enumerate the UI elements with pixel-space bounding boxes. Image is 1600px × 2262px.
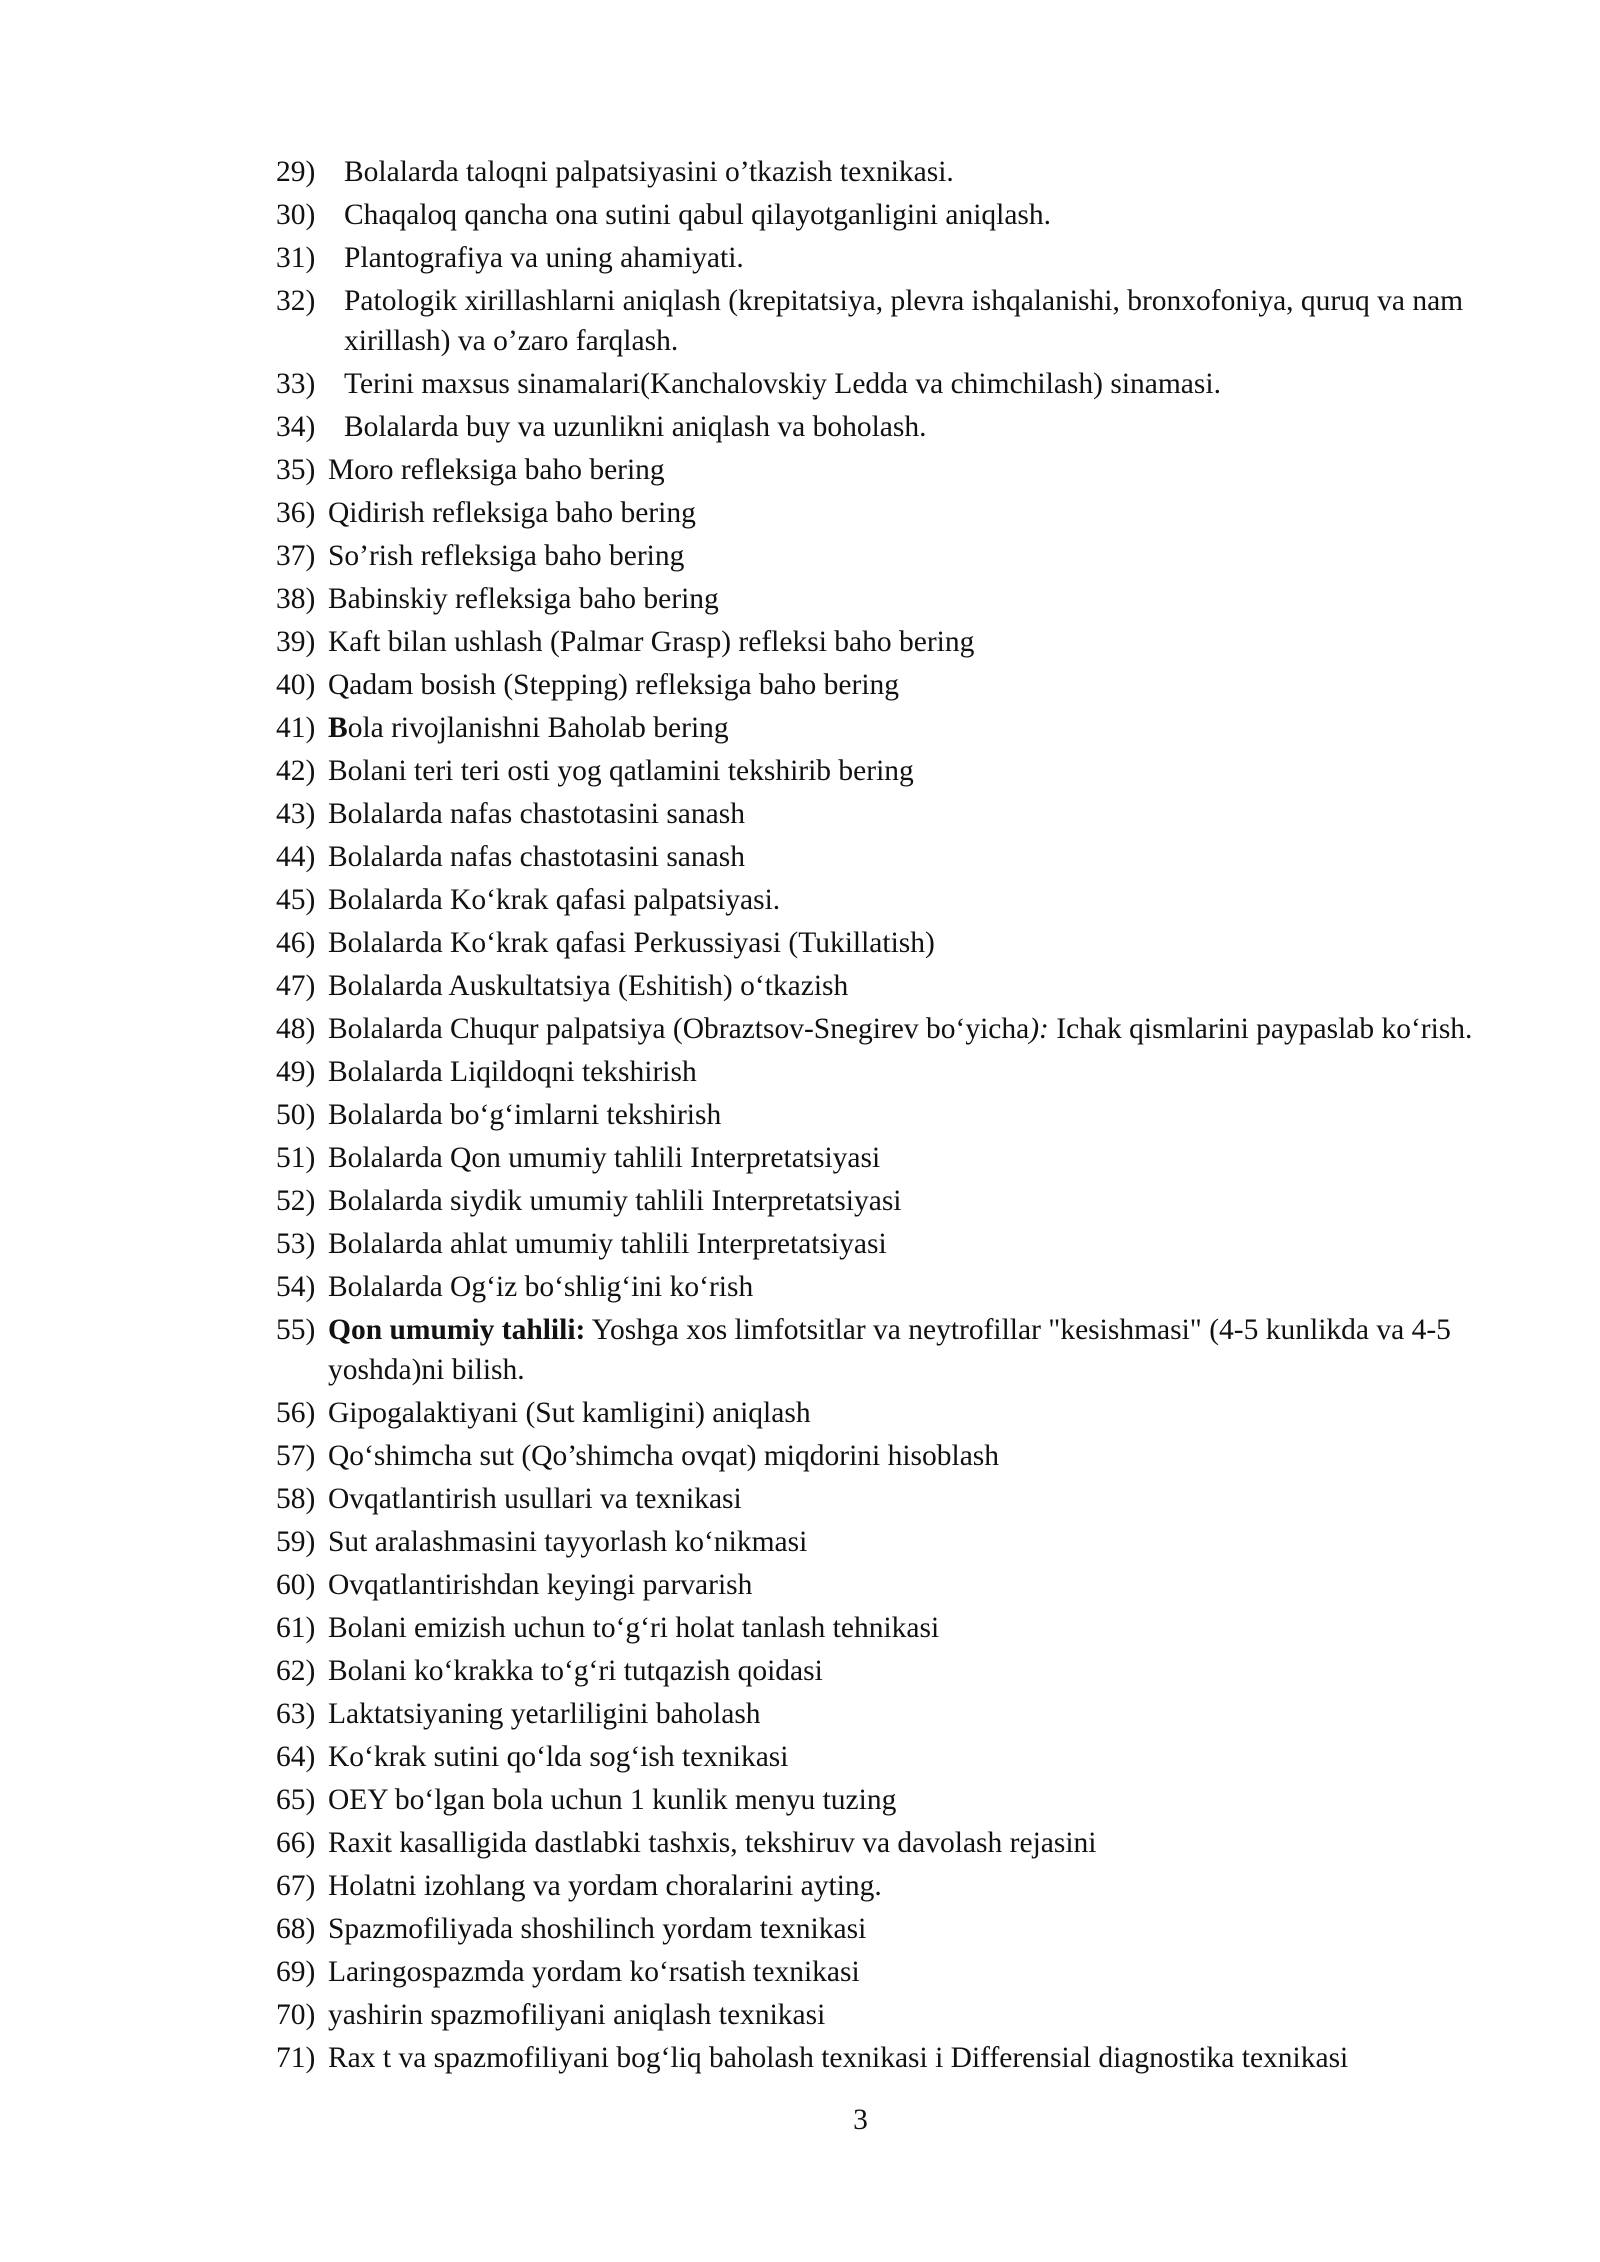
item-number: 41) xyxy=(276,712,316,744)
list-item xyxy=(276,1009,1491,1049)
item-number: 65) xyxy=(276,1784,316,1816)
item-number: 49) xyxy=(276,1056,316,1088)
item-number: 54) xyxy=(276,1271,316,1303)
item-number: 47) xyxy=(276,970,316,1002)
item-number: 39) xyxy=(276,626,316,658)
list-item xyxy=(276,837,1491,877)
item-number: 46) xyxy=(276,927,316,959)
list-item xyxy=(276,1909,1491,1949)
item-number: 55) xyxy=(276,1314,316,1346)
list-item xyxy=(276,794,1491,834)
item-text: Bolalarda bo‘g‘imlarni tekshirish xyxy=(328,1099,722,1131)
item-text: Laringospazmda yordam ko‘rsatish texnikasi xyxy=(328,1956,860,1988)
item-text: Raxit kasalligida dastlabki tashxis, tekshiruv va davolash rejasini xyxy=(328,1827,1097,1859)
item-number: 52) xyxy=(276,1185,316,1217)
item-text: Bolani emizish uchun to‘g‘ri holat tanlash tehnikasi xyxy=(328,1612,940,1644)
list-item xyxy=(276,1224,1491,1264)
item-text: ola rivojlanishni Baholab bering xyxy=(347,712,729,744)
list-item xyxy=(276,195,1491,235)
item-number: 60) xyxy=(276,1569,316,1601)
item-number: 45) xyxy=(276,884,316,916)
item-number: 40) xyxy=(276,669,316,701)
item-number: 37) xyxy=(276,540,316,572)
item-number: 30) xyxy=(276,199,316,231)
item-text: Qadam bosish (Stepping) refleksiga baho bering xyxy=(328,669,900,701)
item-number: 48) xyxy=(276,1013,316,1045)
item-number: 51) xyxy=(276,1142,316,1174)
list-item xyxy=(276,1052,1491,1092)
item-text: Ovqatlantirishdan keyingi parvarish xyxy=(328,1569,753,1601)
item-number: 44) xyxy=(276,841,316,873)
list-item xyxy=(276,450,1491,490)
numbered-list xyxy=(276,152,1491,2081)
list-item xyxy=(276,364,1491,404)
item-text: OEY bo‘lgan bola uchun 1 kunlik menyu tuzing xyxy=(328,1784,897,1816)
item-number: 56) xyxy=(276,1397,316,1429)
list-item xyxy=(276,1095,1491,1135)
item-text: Plantografiya va uning ahamiyati. xyxy=(344,242,744,274)
list-item xyxy=(276,1952,1491,1992)
list-item xyxy=(276,1181,1491,1221)
list-item xyxy=(276,1651,1491,1691)
item-text: Bolalarda Og‘iz bo‘shlig‘ini ko‘rish xyxy=(328,1271,754,1303)
item-text: Chaqaloq qancha ona sutini qabul qilayotganligini aniqlash. xyxy=(344,199,1052,231)
list-item xyxy=(276,622,1491,662)
item-text: Bolalarda Ko‘krak qafasi Perkussiyasi (Tukillatish) xyxy=(328,927,935,959)
item-number: 59) xyxy=(276,1526,316,1558)
item-number: 69) xyxy=(276,1956,316,1988)
item-number: 33) xyxy=(276,368,316,400)
item-number: 63) xyxy=(276,1698,316,1730)
item-text: Bolalarda nafas chastotasini sanash xyxy=(328,798,745,830)
list-item xyxy=(276,1737,1491,1777)
item-text: Babinskiy refleksiga baho bering xyxy=(328,583,719,615)
page-number: 3 xyxy=(853,2104,868,2136)
item-text: yashirin spazmofiliyani aniqlash texnikasi xyxy=(328,1999,826,2031)
item-number: 66) xyxy=(276,1827,316,1859)
list-item xyxy=(276,1608,1491,1648)
item-text: Bolalarda Ko‘krak qafasi palpatsiyasi. xyxy=(328,884,781,916)
item-number: 71) xyxy=(276,2042,316,2074)
item-number: 57) xyxy=(276,1440,316,1472)
item-number: 42) xyxy=(276,755,316,787)
list-item xyxy=(276,1310,1491,1390)
list-item xyxy=(276,281,1491,361)
item-text: Laktatsiyaning yetarliligini baholash xyxy=(328,1698,761,1730)
list-item xyxy=(276,152,1491,192)
item-text: Holatni izohlang va yordam choralarini ayting. xyxy=(328,1870,882,1902)
item-number: 32) xyxy=(276,285,316,317)
item-text: Bolalarda nafas chastotasini sanash xyxy=(328,841,745,873)
item-text-after: Ichak qismlarini paypaslab ko‘rish. xyxy=(1048,1013,1473,1045)
item-number: 67) xyxy=(276,1870,316,1902)
list-item xyxy=(276,708,1491,748)
item-number: 50) xyxy=(276,1099,316,1131)
item-text: Ko‘krak sutini qo‘lda sog‘ish texnikasi xyxy=(328,1741,789,1773)
list-item xyxy=(276,1565,1491,1605)
item-text: Yoshga xos limfotsitlar va neytrofillar "kesishmasi" (4-5 kunlikda va 4-5 yoshda)ni bilish. xyxy=(328,1314,1451,1386)
list-item xyxy=(276,1393,1491,1433)
item-text: Gipogalaktiyani (Sut kamligini) aniqlash xyxy=(328,1397,811,1429)
item-number: 38) xyxy=(276,583,316,615)
item-italic-part: ): xyxy=(1029,1013,1049,1045)
item-number: 31) xyxy=(276,242,316,274)
list-item xyxy=(276,665,1491,705)
list-item xyxy=(276,407,1491,447)
item-text: Bolalarda Chuqur palpatsiya (Obraztsov-Snegirev bo‘yicha xyxy=(328,1013,1030,1045)
list-item xyxy=(276,966,1491,1006)
list-item xyxy=(276,1995,1491,2035)
item-number: 53) xyxy=(276,1228,316,1260)
item-number: 35) xyxy=(276,454,316,486)
list-item xyxy=(276,1823,1491,1863)
item-bold-prefix: Qon umumiy tahlili: xyxy=(328,1314,586,1346)
item-number: 68) xyxy=(276,1913,316,1945)
list-item xyxy=(276,2038,1491,2078)
item-number: 61) xyxy=(276,1612,316,1644)
item-number: 62) xyxy=(276,1655,316,1687)
list-item xyxy=(276,1267,1491,1307)
list-item xyxy=(276,751,1491,791)
item-number: 29) xyxy=(276,156,316,188)
list-item xyxy=(276,880,1491,920)
item-text: Kaft bilan ushlash (Palmar Grasp) refleksi baho bering xyxy=(328,626,975,658)
item-text: Bolani ko‘krakka to‘g‘ri tutqazish qoidasi xyxy=(328,1655,823,1687)
item-text: So’rish refleksiga baho bering xyxy=(328,540,685,572)
list-item xyxy=(276,1479,1491,1519)
item-text: Qidirish refleksiga baho bering xyxy=(328,497,696,529)
list-item xyxy=(276,1522,1491,1562)
item-text: Patologik xirillashlarni aniqlash (krepitatsiya, plevra ishqalanishi, bronxofoniya, quruq va nam xirillash) va o’zaro farqlash. xyxy=(344,285,1464,357)
item-text: Ovqatlantirish usullari va texnikasi xyxy=(328,1483,742,1515)
item-text: Bolalarda Liqildoqni tekshirish xyxy=(328,1056,697,1088)
item-text: Moro refleksiga baho bering xyxy=(328,454,665,486)
list-item xyxy=(276,536,1491,576)
list-item xyxy=(276,1436,1491,1476)
item-text: Bolalarda ahlat umumiy tahlili Interpretatsiyasi xyxy=(328,1228,887,1260)
item-number: 34) xyxy=(276,411,316,443)
list-item xyxy=(276,1694,1491,1734)
item-text: Sut aralashmasini tayyorlash ko‘nikmasi xyxy=(328,1526,808,1558)
item-text: Bolalarda buy va uzunlikni aniqlash va boholash. xyxy=(344,411,927,443)
item-number: 70) xyxy=(276,1999,316,2031)
item-text: Bolani teri teri osti yog qatlamini tekshirib bering xyxy=(328,755,914,787)
list-item xyxy=(276,579,1491,619)
item-text: Bolalarda siydik umumiy tahlili Interpretatsiyasi xyxy=(328,1185,902,1217)
item-number: 64) xyxy=(276,1741,316,1773)
item-text: Bolalarda Qon umumiy tahlili Interpretatsiyasi xyxy=(328,1142,881,1174)
item-number: 36) xyxy=(276,497,316,529)
list-item xyxy=(276,923,1491,963)
item-text: Rax t va spazmofiliyani bog‘liq baholash texnikasi i Differensial diagnostika texnikasi xyxy=(328,2042,1349,2074)
item-text: Bolalarda Auskultatsiya (Eshitish) o‘tkazish xyxy=(328,970,849,1002)
list-item xyxy=(276,1138,1491,1178)
list-item xyxy=(276,1866,1491,1906)
item-number: 43) xyxy=(276,798,316,830)
list-item xyxy=(276,493,1491,533)
item-bold-prefix: B xyxy=(328,712,348,744)
list-item xyxy=(276,238,1491,278)
item-text: Qo‘shimcha sut (Qo’shimcha ovqat) miqdorini hisoblash xyxy=(328,1440,1000,1472)
item-text: Terini maxsus sinamalari(Kanchalovskiy Ledda va chimchilash) sinamasi. xyxy=(344,368,1221,400)
item-text: Bolalarda taloqni palpatsiyasini o’tkazish texnikasi. xyxy=(344,156,954,188)
item-number: 58) xyxy=(276,1483,316,1515)
list-item xyxy=(276,1780,1491,1820)
item-text: Spazmofiliyada shoshilinch yordam texnikasi xyxy=(328,1913,867,1945)
